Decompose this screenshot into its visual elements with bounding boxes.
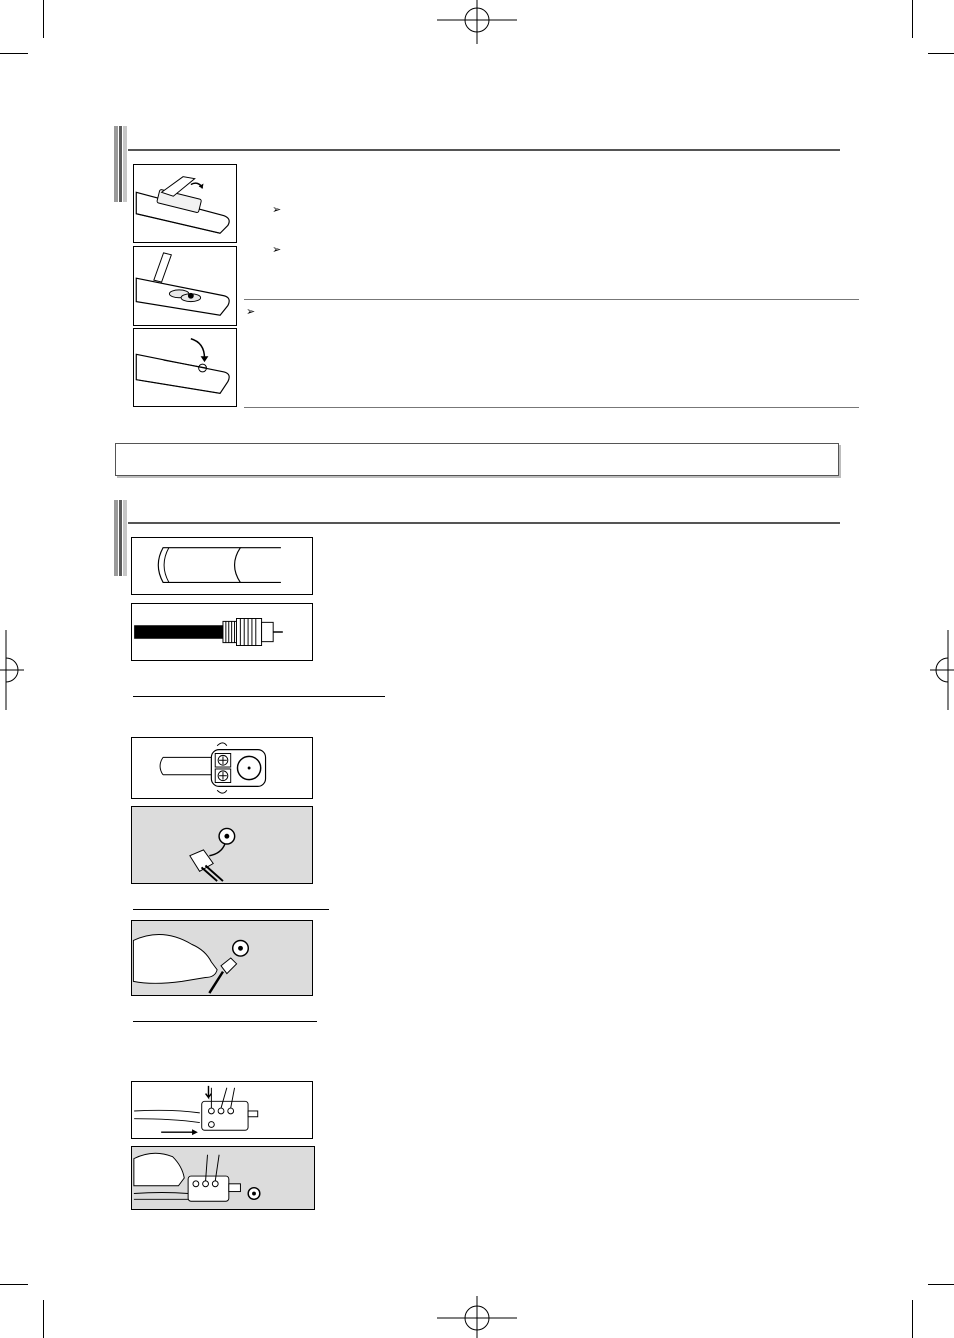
splitter-hand-connection-illustration bbox=[131, 1146, 315, 1210]
coax-plug-insertion-illustration bbox=[131, 920, 313, 996]
remote-close-cover-illustration bbox=[133, 328, 237, 407]
crop-mark-bottom-right-h bbox=[928, 1284, 954, 1285]
hand-splitter-icon bbox=[132, 1147, 314, 1209]
registration-mark-bottom bbox=[437, 1296, 517, 1338]
crop-mark-bottom-right-v bbox=[912, 1300, 913, 1338]
registration-mark-left bbox=[0, 630, 24, 710]
signal-splitter-icon bbox=[132, 1082, 312, 1138]
adapter-to-terminal-illustration bbox=[131, 806, 313, 884]
subheading-underline bbox=[133, 696, 385, 697]
twin-lead-cable-illustration bbox=[131, 537, 313, 595]
caption-box bbox=[115, 443, 839, 476]
subheading-underline bbox=[133, 1021, 317, 1022]
coaxial-cable-icon bbox=[132, 604, 312, 660]
remote-battery-cover-illustration bbox=[133, 164, 237, 243]
section-marker-bar bbox=[114, 126, 128, 202]
note-arrow-icon: ➢ bbox=[246, 306, 256, 318]
hand-plugging-cable-icon bbox=[132, 921, 312, 995]
remote-insert-batteries-illustration bbox=[133, 246, 237, 326]
registration-mark-top bbox=[437, 0, 517, 44]
rf-connector-icon bbox=[132, 807, 312, 883]
note-arrow-icon: ➢ bbox=[272, 204, 282, 216]
crop-mark-top-right-h bbox=[928, 53, 954, 54]
twin-lead-cable-icon bbox=[132, 538, 312, 594]
crop-mark-top-left-h bbox=[0, 53, 28, 54]
remote-battery-compartment-icon bbox=[134, 247, 236, 325]
remote-open-cover-icon bbox=[134, 165, 236, 242]
section-divider bbox=[128, 522, 840, 524]
note-box-bottom-rule bbox=[244, 407, 859, 408]
note-arrow-icon: ➢ bbox=[272, 244, 282, 256]
note-box-top-rule bbox=[244, 299, 859, 300]
antenna-terminal-screws-illustration bbox=[131, 737, 313, 799]
coaxial-cable-illustration bbox=[131, 603, 313, 661]
crop-mark-bottom-left-h bbox=[0, 1284, 28, 1285]
splitter-connection-illustration bbox=[131, 1081, 313, 1139]
section-marker-bar bbox=[114, 500, 128, 576]
crop-mark-top-left-v bbox=[43, 0, 44, 38]
subheading-underline bbox=[133, 909, 329, 910]
antenna-terminal-icon bbox=[132, 738, 312, 798]
registration-mark-right bbox=[930, 630, 954, 710]
crop-mark-top-right-v bbox=[912, 0, 913, 38]
remote-close-cover-icon bbox=[134, 329, 236, 406]
section-divider bbox=[128, 149, 840, 151]
crop-mark-bottom-left-v bbox=[43, 1300, 44, 1338]
